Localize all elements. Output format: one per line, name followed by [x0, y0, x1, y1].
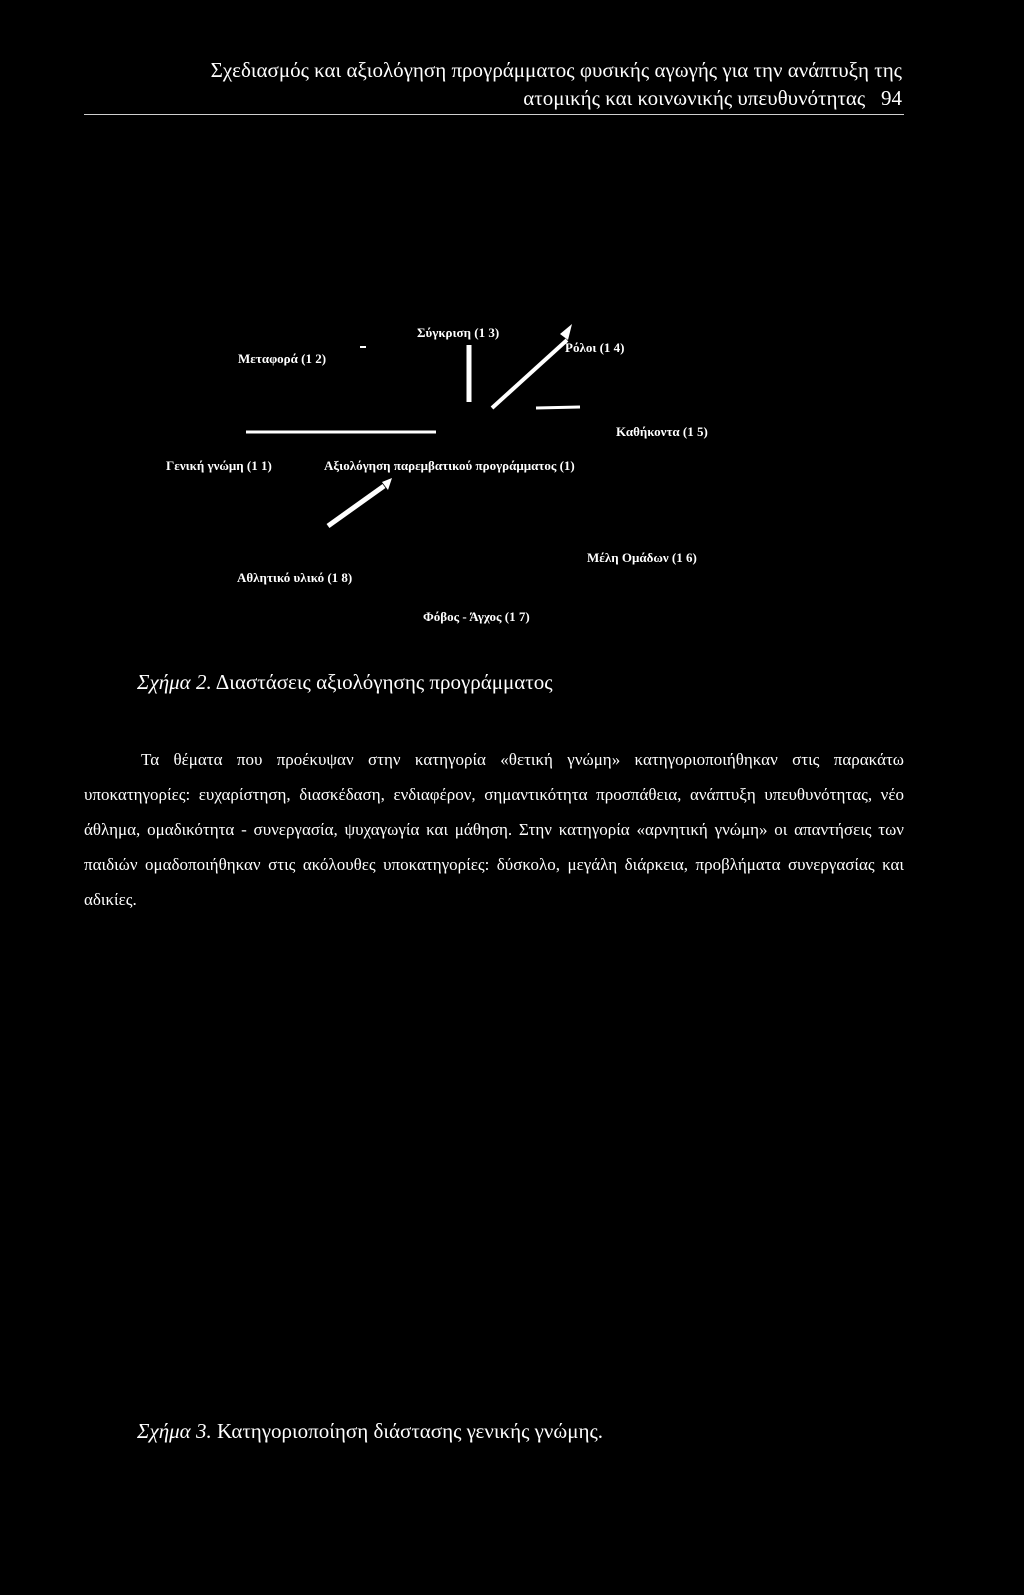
- node-duties: Καθήκοντα (1 5): [616, 424, 708, 439]
- arrow-roles-head: [560, 324, 572, 340]
- header-subtitle: ατομικής και κοινωνικής υπευθυνότητας: [523, 86, 866, 110]
- arrow-duties: [536, 407, 580, 408]
- figure-3-title: Κατηγοριοποίηση διάστασης γενικής γνώμης.: [216, 1419, 604, 1443]
- arrow-roles: [492, 340, 567, 408]
- node-center: Αξιολόγηση παρεμβατικού προγράμματος (1): [324, 458, 575, 473]
- diagram-arrows: [0, 0, 1024, 700]
- figure-3-caption: [137, 1418, 603, 1444]
- arrow-sports-equipment: [328, 486, 384, 526]
- node-comparison: Σύγκριση (1 3): [417, 325, 500, 340]
- body-paragraph: Τα θέματα που προέκυψαν στην κατηγορία «θετική γνώμη» κατηγοριοποιήθηκαν στις παρακάτω υποκατηγορίες: ευχαρίστηση, διασκέδαση, ενδιαφέρον, σημαντικότητα προσπάθεια, ανάπτυξη υπευθυνότητας, νέο άθλημα, ομαδικότητα - συνεργασία, ψυχαγωγία και μάθηση. Στην κατηγορία «αρνητική γνώμη» οι απαντήσεις των παιδιών ομαδοποιήθηκαν στις ακόλουθες υποκατηγορίες: δύσκολο, μεγάλη διάρκεια, προβλήματα συνεργασίας και αδικίες.: [84, 750, 904, 909]
- node-team-members: Μέλη Ομάδων (1 6): [587, 550, 697, 565]
- figure-2-title: Διαστάσεις αξιολόγησης προγράμματος: [215, 670, 553, 694]
- figure-3-label: Σχήμα 3.: [137, 1419, 212, 1443]
- figure-2-label: Σχήμα 2.: [137, 670, 212, 694]
- node-fear-anxiety: Φόβος - Άγχος (1 7): [423, 609, 530, 624]
- header-line-1: Σχεδιασμός και αξιολόγηση προγράμματος φυσικής αγωγής για την ανάπτυξη της: [210, 58, 902, 82]
- node-general-opinion: Γενική γνώμη (1 1): [166, 458, 272, 473]
- node-transfer: Μεταφορά (1 2): [238, 351, 327, 366]
- page-number: 94: [881, 86, 902, 110]
- figure-2-caption: [137, 669, 553, 695]
- node-sports-equipment: Αθλητικό υλικό (1 8): [237, 570, 353, 585]
- node-roles: Ρόλοι (1 4): [565, 340, 625, 355]
